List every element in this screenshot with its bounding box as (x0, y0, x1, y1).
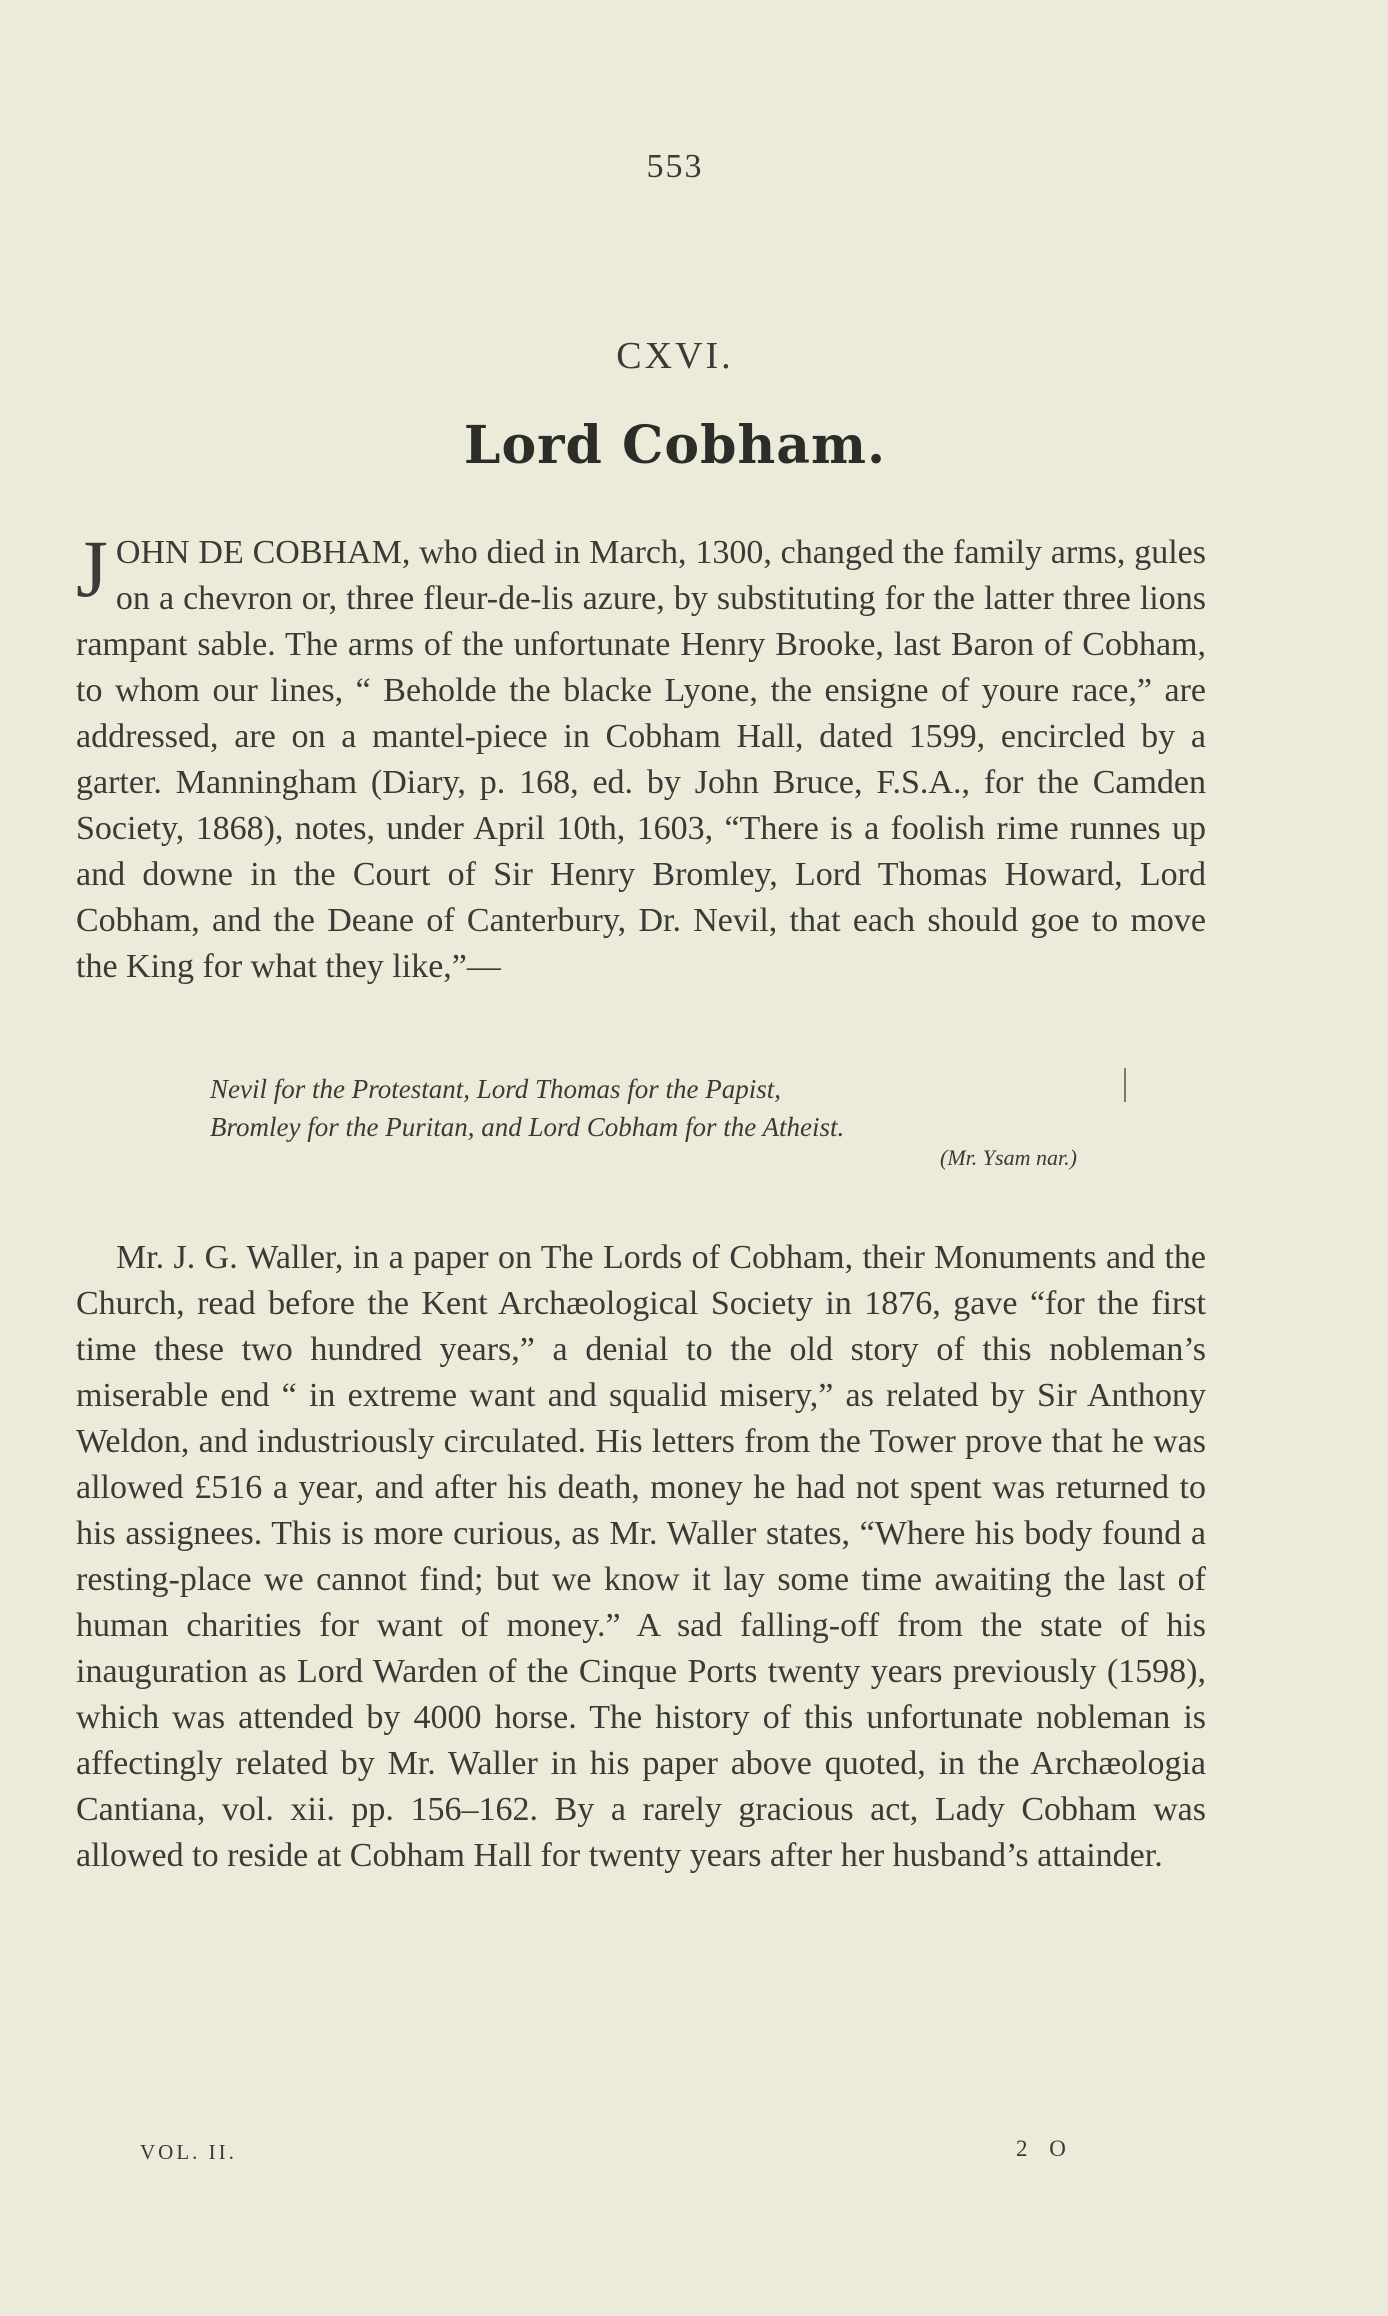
verse-quote (210, 1070, 1190, 1146)
page-number: 553 (646, 148, 704, 185)
signature-mark: 2 O (1016, 2136, 1074, 2161)
drop-cap: J (76, 523, 108, 614)
paragraph-1 (76, 523, 1206, 990)
chapter-number: CXVI. (616, 335, 734, 377)
paragraph-2: Mr. J. G. Waller, in a paper on The Lords of Cobham, their Monuments and the Church, read before the Kent Archæological Society in 1876, gave “for the first time these two hundred years,” a denial to the old story of this nobleman’s miserable end “ in extreme want and squalid misery,” as related by Sir Anthony Weldon, and industriously circulated. His letters from the Tower prove that he was allowed £516 a year, and after his death, money he had not spent was returned to his assignees. This is more curious, as Mr. Waller states, “Where his body found a resting-place we cannot find; but we know it lay some time awaiting the last of human charities for want of money.” A sad falling-off from the state of his inauguration as Lord Warden of the Cinque Ports twenty years previously (1598), which was attended by 4000 horse. The history of this unfortunate nobleman is affectingly related by Mr. Waller in his paper above quoted, in the Archæologia Cantiana, vol. xii. pp. 156–162. By a rarely gracious act, Lady Cobham was allowed to reside at Cobham Hall for twenty years after her husband’s attainder. (76, 1239, 1206, 1874)
page-title: Lord Cobham. (463, 415, 887, 476)
verse-line-1: Nevil for the Protestant, Lord Thomas for the Papist, (210, 1074, 782, 1104)
volume-label: VOL. II. (140, 2140, 237, 2164)
quote-source: (Mr. Ysam nar.) (940, 1145, 1077, 1170)
verse-line-2: Bromley for the Puritan, and Lord Cobham for the Atheist. (210, 1112, 845, 1142)
paragraph-1-text: OHN DE COBHAM, who died in March, 1300, changed the family arms, gules on a chevron or, three fleur-de-lis azure, by substituting for the latter three lions rampant sable. The arms of the unfortunate Henry Brooke, last Baron of Cobham, to whom our lines, “ Beholde the blacke Lyone, the ensigne of youre race,” are addressed, are on a mantel-piece in Cobham Hall, dated 1599, encircled by a garter. Manningham (Diary, p. 168, ed. by John Bruce, F.S.A., for the Camden Society, 1868), notes, under April 10th, 1603, “There is a foolish rime runnes up and downe in the Court of Sir Henry Bromley, Lord Thomas Howard, Lord Cobham, and the Deane of Canterbury, Dr. Nevil, that each should goe to move the King for what they like,”— (76, 534, 1206, 985)
